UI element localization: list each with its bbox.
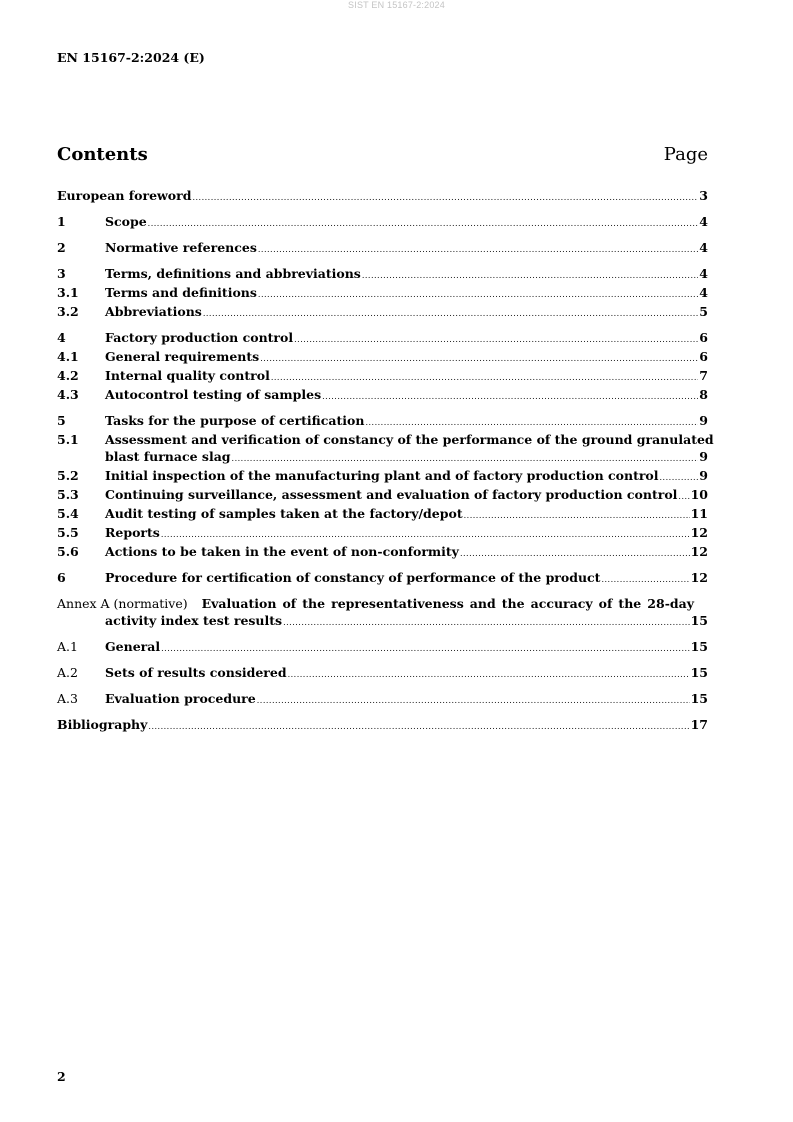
- toc-page: 6: [699, 349, 708, 364]
- toc-title: General: [105, 639, 161, 654]
- toc-entry-5-6[interactable]: [57, 543, 708, 562]
- leader-dots: [148, 215, 699, 232]
- toc-title: Actions to be taken in the event of non-conformity: [105, 544, 459, 559]
- toc-entry-5-4[interactable]: [57, 505, 708, 524]
- toc-page: 15: [690, 691, 708, 706]
- toc-page: 10: [690, 487, 708, 502]
- toc-title: Factory production control: [105, 330, 294, 345]
- toc-page: 15: [690, 665, 708, 680]
- toc-title: Reports: [105, 525, 160, 540]
- leader-dots: [288, 666, 690, 683]
- toc-number: A.1: [57, 639, 78, 654]
- toc-page: 9: [699, 468, 708, 483]
- toc-entry-5-1[interactable]: [57, 431, 714, 467]
- leader-dots: [322, 388, 698, 405]
- toc-title: General requirements: [105, 349, 260, 364]
- leader-dots: [464, 507, 690, 524]
- toc-title: Terms and definitions: [105, 285, 257, 300]
- toc-title: Continuing surveillance, assessment and evaluation of factory production control: [105, 487, 678, 502]
- toc-number: 4.2: [57, 368, 79, 383]
- toc-number: 5: [57, 413, 66, 428]
- leader-dots: [460, 545, 690, 562]
- toc-title-line-2: blast furnace slag: [105, 449, 231, 464]
- leader-dots: [161, 526, 690, 543]
- toc-page: 15: [690, 639, 708, 654]
- toc-title: Bibliography: [57, 717, 148, 732]
- toc-title: Scope: [105, 214, 147, 229]
- toc-entry-4-1[interactable]: [57, 348, 708, 367]
- toc-entry-5-3[interactable]: [57, 486, 708, 505]
- annex-title-line-1: Evaluation of the representativeness and the accuracy of the 28-day: [201, 596, 694, 611]
- toc-number: 4.3: [57, 387, 79, 402]
- toc-number: 3: [57, 266, 66, 281]
- toc-entry-a-3[interactable]: [57, 690, 708, 709]
- toc-title: Procedure for certification of constancy of performance of the product: [105, 570, 601, 585]
- toc-page: 5: [699, 304, 708, 319]
- toc-title: Abbreviations: [105, 304, 202, 319]
- toc-page: 12: [690, 570, 708, 585]
- toc-page: 15: [690, 613, 708, 628]
- table-of-contents: [57, 187, 714, 742]
- leader-dots: [601, 571, 689, 588]
- toc-page: 12: [690, 544, 708, 559]
- page-number: 2: [57, 1069, 66, 1084]
- leader-dots: [258, 286, 698, 303]
- toc-title: European foreword: [57, 188, 192, 203]
- toc-page: 4: [699, 214, 708, 229]
- leader-dots: [362, 267, 698, 284]
- leader-dots: [148, 718, 689, 735]
- toc-number: A.3: [57, 691, 78, 706]
- toc-entry-5-2[interactable]: [57, 467, 708, 486]
- toc-number: 6: [57, 570, 66, 585]
- toc-number: A.2: [57, 665, 78, 680]
- toc-page: 9: [699, 449, 708, 464]
- toc-entry-3-1[interactable]: [57, 284, 708, 303]
- toc-number: 5.3: [57, 487, 79, 502]
- toc-page: 11: [690, 506, 708, 521]
- toc-title: Sets of results considered: [105, 665, 287, 680]
- toc-entry-5[interactable]: [57, 412, 708, 431]
- leader-dots: [260, 350, 698, 367]
- toc-page: 4: [699, 240, 708, 255]
- toc-entry-4[interactable]: [57, 329, 708, 348]
- leader-dots: [203, 305, 698, 322]
- toc-number: 5.1: [57, 432, 79, 447]
- toc-entry-3-2[interactable]: [57, 303, 708, 322]
- toc-entry-a-1[interactable]: [57, 638, 708, 657]
- toc-number: 2: [57, 240, 66, 255]
- toc-entry-bibliography[interactable]: [57, 716, 708, 735]
- page-column-label: Page: [663, 144, 708, 165]
- toc-entry-foreword[interactable]: [57, 187, 708, 206]
- toc-page: 8: [699, 387, 708, 402]
- toc-page: 17: [690, 717, 708, 732]
- leader-dots: [271, 369, 698, 386]
- document-id: EN 15167-2:2024 (E): [57, 50, 205, 65]
- toc-title-line-1: Assessment and verification of constancy of the performance of the ground granulated: [105, 432, 714, 447]
- toc-entry-4-3[interactable]: [57, 386, 708, 405]
- toc-number: 5.6: [57, 544, 79, 559]
- contents-header: [57, 144, 708, 165]
- toc-page: 12: [690, 525, 708, 540]
- toc-entry-6[interactable]: [57, 569, 708, 588]
- watermark: SIST EN 15167-2:2024: [348, 0, 445, 10]
- leader-dots: [161, 640, 689, 657]
- toc-entry-4-2[interactable]: [57, 367, 708, 386]
- toc-number: 3.1: [57, 285, 79, 300]
- leader-dots: [294, 331, 698, 348]
- toc-number: 1: [57, 214, 66, 229]
- toc-entry-3[interactable]: [57, 265, 708, 284]
- annex-title-line-2: activity index test results: [105, 613, 283, 628]
- leader-dots: [283, 614, 690, 631]
- toc-page: 4: [699, 285, 708, 300]
- toc-number: 3.2: [57, 304, 79, 319]
- annex-label: Annex A (normative): [57, 596, 188, 611]
- toc-page: 7: [699, 368, 708, 383]
- toc-entry-annex-a[interactable]: [57, 595, 708, 631]
- toc-title: Terms, definitions and abbreviations: [105, 266, 361, 281]
- leader-dots: [192, 189, 698, 206]
- toc-title: Normative references: [105, 240, 257, 255]
- leader-dots: [258, 241, 698, 258]
- toc-title: Autocontrol testing of samples: [105, 387, 322, 402]
- toc-title: Internal quality control: [105, 368, 270, 383]
- leader-dots: [232, 450, 699, 467]
- toc-number: 5.2: [57, 468, 79, 483]
- toc-page: 6: [699, 330, 708, 345]
- leader-dots: [678, 488, 689, 505]
- leader-dots: [257, 692, 690, 709]
- leader-dots: [660, 469, 699, 486]
- contents-title: Contents: [57, 144, 148, 165]
- toc-title: Tasks for the purpose of certification: [105, 413, 365, 428]
- toc-page: 9: [699, 413, 708, 428]
- toc-number: 4: [57, 330, 66, 345]
- leader-dots: [365, 414, 698, 431]
- toc-entry-1[interactable]: [57, 213, 708, 232]
- toc-entry-5-5[interactable]: [57, 524, 708, 543]
- toc-page: 3: [699, 188, 708, 203]
- toc-title: Initial inspection of the manufacturing plant and of factory production control: [105, 468, 659, 483]
- toc-title: Evaluation procedure: [105, 691, 256, 706]
- toc-title: Audit testing of samples taken at the factory/depot: [105, 506, 463, 521]
- toc-number: 4.1: [57, 349, 79, 364]
- toc-number: 5.5: [57, 525, 79, 540]
- toc-entry-2[interactable]: [57, 239, 708, 258]
- toc-page: 4: [699, 266, 708, 281]
- toc-number: 5.4: [57, 506, 79, 521]
- toc-entry-a-2[interactable]: [57, 664, 708, 683]
